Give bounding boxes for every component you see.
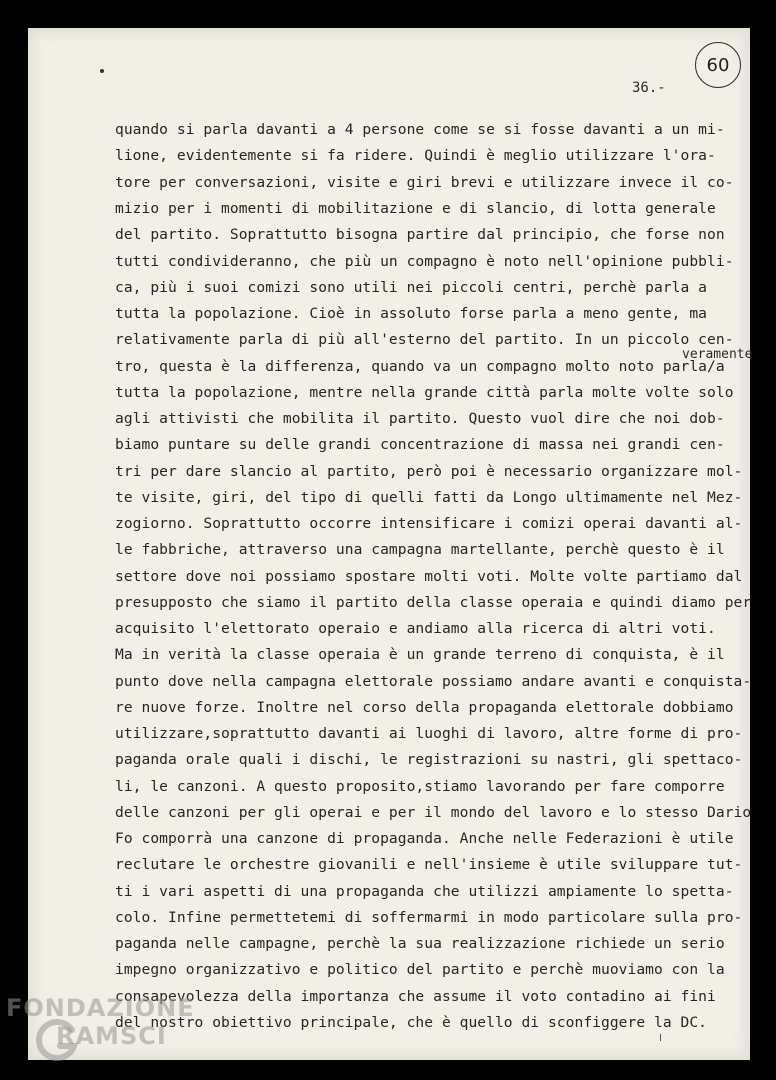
ink-dot (100, 69, 104, 73)
text-line: tutta la popolazione, mentre nella grande città parla molte volte solo (115, 384, 734, 401)
text-line: settore dove noi possiamo spostare molti voti. Molte volte partiamo dal (115, 568, 743, 585)
text-line: Fo comporrà una canzone di propaganda. Anche nelle Federazioni è utile (115, 830, 734, 847)
text-line: mizio per i momenti di mobilitazione e di slancio, di lotta generale (115, 200, 716, 217)
page-number: 36.- (632, 80, 666, 96)
text-line: biamo puntare su delle grandi concentrazione di massa nei grandi cen- (115, 436, 725, 453)
text-line: relativamente parla di più all'esterno del partito. In un piccolo cen- (115, 331, 734, 348)
text-line: presupposto che siamo il partito della classe operaia e quindi diamo per (115, 594, 752, 611)
text-line: punto dove nella campagna elettorale possiamo andare avanti e conquista- (115, 673, 752, 690)
text-line: agli attivisti che mobilita il partito. Questo vuol dire che noi dob- (115, 410, 725, 427)
text-line: impegno organizzativo e politico del partito e perchè muoviamo con la (115, 961, 725, 978)
text-line: le fabbriche, attraverso una campagna martellante, perchè questo è il (115, 541, 725, 558)
handwritten-insertion: veramente (682, 347, 753, 362)
text-line: tutta la popolazione. Cioè in assoluto forse parla a meno gente, ma (115, 305, 708, 322)
text-line: ti i vari aspetti di una propaganda che utilizzi ampiamente lo spetta- (115, 883, 734, 900)
text-line: acquisito l'elettorato operaio e andiamo alla ricerca di altri voti. (115, 620, 716, 637)
text-line: lione, evidentemente si fa ridere. Quindi è meglio utilizzare l'ora- (115, 147, 716, 164)
text-line: paganda nelle campagne, perchè la sua realizzazione richiede un serio (115, 935, 725, 952)
text-line: delle canzoni per gli operai e per il mondo del lavoro e lo stesso Dario (115, 804, 752, 821)
text-line: del partito. Soprattutto bisogna partire dal principio, che forse non (115, 226, 725, 243)
text-line: Ma in verità la classe operaia è un grande terreno di conquista, è il (115, 646, 725, 663)
watermark-line-1: FONDAZIONE (6, 994, 195, 1022)
circled-page-number (695, 42, 741, 88)
text-line: zogiorno. Soprattutto occorre intensificare i comizi operai davanti al- (115, 515, 743, 532)
text-line: paganda orale quali i dischi, le registrazioni su nastri, gli spettaco- (115, 751, 743, 768)
text-line: del nostro obiettivo principale, che è quello di sconfiggere la DC. (115, 1014, 708, 1031)
watermark-logo (6, 990, 216, 1074)
text-line: tore per conversazioni, visite e giri brevi e utilizzare invece il co- (115, 174, 734, 191)
text-line: li, le canzoni. A questo proposito,stiamo lavorando per fare comporre (115, 778, 725, 795)
text-line: utilizzare,soprattutto davanti ai luoghi di lavoro, altre forme di pro- (115, 725, 743, 742)
text-line: re nuove forze. Inoltre nel corso della propaganda elettorale dobbiamo (115, 699, 734, 716)
text-line: tri per dare slancio al partito, però poi è necessario organizzare mol- (115, 463, 743, 480)
text-line: ca, più i suoi comizi sono utili nei piccoli centri, perchè parla a (115, 279, 708, 296)
text-line: quando si parla davanti a 4 persone come se si fosse davanti a un mi- (115, 121, 725, 138)
text-line: tro, questa è la differenza, quando va un compagno molto noto parla/a (115, 358, 725, 375)
text-line: reclutare le orchestre giovanili e nell'insieme è utile sviluppare tut- (115, 856, 743, 873)
circled-number-text: 60 (706, 54, 730, 76)
pencil-mark (660, 1034, 661, 1041)
text-line: te visite, giri, del tipo di quelli fatti da Longo ultimamente nel Mez- (115, 489, 743, 506)
watermark-line-2: RAMSCI (56, 1022, 167, 1050)
text-line: tutti condivideranno, che più un compagno è noto nell'opinione pubbli- (115, 253, 734, 270)
text-line: colo. Infine permettetemi di soffermarmi in modo particolare sulla pro- (115, 909, 743, 926)
text-line: consapevolezza della importanza che assume il voto contadino ai fini (115, 988, 716, 1005)
